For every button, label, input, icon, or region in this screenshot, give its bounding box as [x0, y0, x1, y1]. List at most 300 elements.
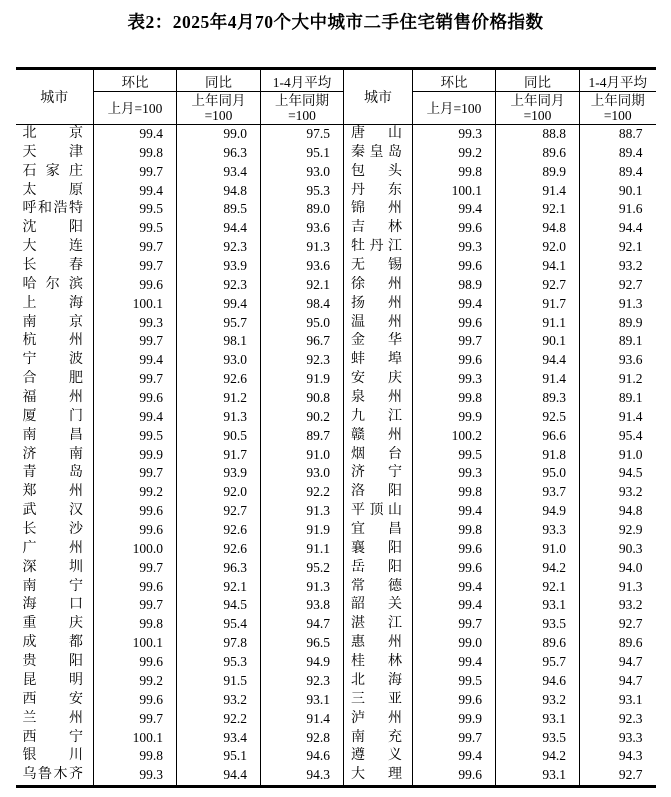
city-cell: 安庆: [344, 370, 413, 389]
city-cell: 大理: [344, 766, 413, 786]
value-cell: 92.1: [580, 238, 656, 257]
value-cell: 93.2: [580, 596, 656, 615]
table-row: [16, 672, 656, 691]
value-cell: 92.2: [261, 483, 344, 502]
value-cell: 94.7: [261, 615, 344, 634]
value-cell: 95.0: [496, 464, 580, 483]
value-cell: 89.1: [580, 389, 656, 408]
city-cell: 郑州: [22, 484, 83, 500]
value-cell: 99.6: [94, 691, 177, 710]
value-cell: 94.7: [580, 672, 656, 691]
value-cell: 94.7: [580, 653, 656, 672]
value-cell: 98.4: [261, 295, 344, 314]
value-cell: 99.7: [94, 257, 177, 276]
value-cell: 92.3: [580, 710, 656, 729]
value-cell: 94.2: [496, 559, 580, 578]
city-cell: 锦州: [344, 200, 413, 219]
value-cell: 92.5: [496, 408, 580, 427]
value-cell: 94.9: [261, 653, 344, 672]
value-cell: 99.4: [413, 578, 496, 597]
value-cell: 94.5: [177, 596, 261, 615]
value-cell: 99.6: [413, 540, 496, 559]
page-title: 表2：2025年4月70个大中城市二手住宅销售价格指数: [127, 12, 544, 32]
value-cell: 98.1: [177, 332, 261, 351]
city-cell: 贵阳: [22, 654, 83, 670]
value-cell: 96.3: [177, 559, 261, 578]
table-row: [16, 257, 656, 276]
table-row: [16, 370, 656, 389]
value-cell: 91.7: [496, 295, 580, 314]
city-cell: 南京: [22, 314, 83, 330]
city-cell: 吉林: [344, 219, 413, 238]
value-cell: 99.7: [94, 559, 177, 578]
value-cell: 99.4: [177, 295, 261, 314]
value-cell: 93.3: [496, 521, 580, 540]
value-cell: 96.6: [496, 427, 580, 446]
value-cell: 91.7: [177, 446, 261, 465]
value-cell: 99.3: [94, 766, 177, 786]
value-cell: 93.2: [580, 483, 656, 502]
value-cell: 93.6: [580, 351, 656, 370]
city-cell: 乌鲁木齐: [22, 767, 83, 783]
city-cell: 桂林: [344, 653, 413, 672]
value-cell: 89.1: [580, 332, 656, 351]
value-cell: 99.0: [177, 125, 261, 144]
value-cell: 93.1: [261, 691, 344, 710]
value-cell: 93.9: [177, 257, 261, 276]
value-cell: 91.9: [261, 370, 344, 389]
header-avg-base-right: 上年同期 =100: [580, 92, 656, 125]
value-cell: 92.9: [580, 521, 656, 540]
value-cell: 90.2: [261, 408, 344, 427]
value-cell: 99.7: [413, 729, 496, 748]
value-cell: 93.5: [496, 615, 580, 634]
value-cell: 99.6: [413, 257, 496, 276]
header-mom-base-right: 上月=100: [413, 92, 496, 125]
city-cell: 南充: [344, 729, 413, 748]
value-cell: 92.1: [496, 578, 580, 597]
value-cell: 99.8: [413, 521, 496, 540]
value-cell: 91.6: [580, 200, 656, 219]
value-cell: 93.3: [580, 729, 656, 748]
value-cell: 99.8: [413, 163, 496, 182]
value-cell: 99.6: [94, 502, 177, 521]
value-cell: 92.3: [177, 238, 261, 257]
city-cell: 石家庄: [22, 163, 83, 179]
table-row: [16, 634, 656, 653]
city-cell: 福州: [22, 390, 83, 406]
city-cell: 济宁: [344, 464, 413, 483]
city-cell: 上海: [22, 295, 83, 311]
city-cell: 济南: [22, 446, 83, 462]
city-cell: 常德: [344, 578, 413, 597]
header-yoy-left: 同比: [177, 69, 261, 92]
table-row: [16, 710, 656, 729]
table-row: [16, 766, 656, 786]
header-mom-left: 环比: [94, 69, 177, 92]
city-cell: 丹东: [344, 182, 413, 201]
city-cell: 重庆: [22, 616, 83, 632]
city-cell: 昆明: [22, 672, 83, 688]
header-avg-base-left: 上年同期 =100: [261, 92, 344, 125]
value-cell: 91.3: [177, 408, 261, 427]
header-city-right: 城市: [344, 69, 413, 125]
value-cell: 93.6: [261, 257, 344, 276]
city-cell: 宁波: [22, 352, 83, 368]
table-row: [16, 502, 656, 521]
city-cell: 洛阳: [344, 483, 413, 502]
value-cell: 89.6: [580, 634, 656, 653]
value-cell: 99.9: [413, 408, 496, 427]
city-cell: 襄阳: [344, 540, 413, 559]
city-cell: 深圳: [22, 559, 83, 575]
value-cell: 99.7: [413, 615, 496, 634]
value-cell: 96.7: [261, 332, 344, 351]
value-cell: 99.7: [94, 238, 177, 257]
value-cell: 94.8: [496, 219, 580, 238]
value-cell: 99.4: [413, 200, 496, 219]
table-row: [16, 521, 656, 540]
value-cell: 99.8: [94, 747, 177, 766]
city-cell: 银川: [22, 748, 83, 764]
table-row: [16, 332, 656, 351]
city-cell: 成都: [22, 635, 83, 651]
header-yoy-right: 同比: [496, 69, 580, 92]
value-cell: 99.4: [413, 596, 496, 615]
value-cell: 99.6: [413, 691, 496, 710]
value-cell: 92.1: [177, 578, 261, 597]
city-cell: 北海: [344, 672, 413, 691]
value-cell: 92.6: [177, 540, 261, 559]
value-cell: 99.8: [94, 144, 177, 163]
value-cell: 99.6: [413, 766, 496, 786]
city-cell: 牡丹江: [344, 238, 413, 257]
table-row: [16, 653, 656, 672]
value-cell: 92.7: [580, 615, 656, 634]
value-cell: 92.8: [261, 729, 344, 748]
value-cell: 99.0: [413, 634, 496, 653]
table-header: [16, 69, 656, 125]
city-cell: 金华: [344, 332, 413, 351]
value-cell: 99.9: [94, 446, 177, 465]
value-cell: 99.4: [94, 125, 177, 144]
value-cell: 99.8: [94, 615, 177, 634]
value-cell: 99.3: [413, 125, 496, 144]
value-cell: 93.8: [261, 596, 344, 615]
value-cell: 91.0: [261, 446, 344, 465]
value-cell: 92.7: [580, 276, 656, 295]
value-cell: 99.3: [94, 314, 177, 333]
city-cell: 长沙: [22, 522, 83, 538]
value-cell: 99.8: [413, 389, 496, 408]
value-cell: 93.4: [177, 163, 261, 182]
value-cell: 100.2: [413, 427, 496, 446]
city-cell: 惠州: [344, 634, 413, 653]
value-cell: 89.4: [580, 163, 656, 182]
city-cell: 太原: [22, 182, 83, 198]
value-cell: 94.4: [177, 219, 261, 238]
value-cell: 100.1: [413, 182, 496, 201]
value-cell: 91.8: [496, 446, 580, 465]
table-row: [16, 314, 656, 333]
city-cell: 温州: [344, 314, 413, 333]
value-cell: 93.1: [496, 596, 580, 615]
city-cell: 泸州: [344, 710, 413, 729]
table-row: [16, 351, 656, 370]
value-cell: 91.4: [496, 182, 580, 201]
value-cell: 91.1: [496, 314, 580, 333]
city-cell: 广州: [22, 540, 83, 556]
value-cell: 99.6: [94, 653, 177, 672]
header-yoy-base-right: 上年同月 =100: [496, 92, 580, 125]
city-cell: 厦门: [22, 408, 83, 424]
value-cell: 99.3: [413, 464, 496, 483]
value-cell: 90.5: [177, 427, 261, 446]
value-cell: 94.8: [580, 502, 656, 521]
value-cell: 98.9: [413, 276, 496, 295]
value-cell: 90.8: [261, 389, 344, 408]
value-cell: 99.6: [413, 314, 496, 333]
city-cell: 烟台: [344, 446, 413, 465]
city-cell: 武汉: [22, 503, 83, 519]
value-cell: 94.2: [496, 747, 580, 766]
value-cell: 90.1: [496, 332, 580, 351]
value-cell: 93.1: [496, 710, 580, 729]
city-cell: 哈尔滨: [22, 276, 83, 292]
value-cell: 93.0: [177, 351, 261, 370]
city-cell: 唐山: [344, 125, 413, 144]
value-cell: 100.0: [94, 540, 177, 559]
value-cell: 90.3: [580, 540, 656, 559]
header-mom-base-left: 上月=100: [94, 92, 177, 125]
value-cell: 92.3: [261, 672, 344, 691]
value-cell: 92.6: [177, 370, 261, 389]
table-row: [16, 182, 656, 201]
value-cell: 92.7: [580, 766, 656, 786]
value-cell: 93.2: [177, 691, 261, 710]
value-cell: 93.7: [496, 483, 580, 502]
header-row-top: [16, 69, 656, 92]
value-cell: 91.3: [580, 578, 656, 597]
value-cell: 89.0: [261, 200, 344, 219]
table-row: [16, 295, 656, 314]
value-cell: 95.2: [261, 559, 344, 578]
table-row: [16, 238, 656, 257]
value-cell: 99.4: [413, 295, 496, 314]
table-row: [16, 747, 656, 766]
value-cell: 89.9: [580, 314, 656, 333]
value-cell: 99.7: [94, 370, 177, 389]
value-cell: 95.7: [496, 653, 580, 672]
value-cell: 93.6: [261, 219, 344, 238]
city-cell: 岳阳: [344, 559, 413, 578]
value-cell: 99.5: [94, 200, 177, 219]
value-cell: 97.8: [177, 634, 261, 653]
value-cell: 91.4: [580, 408, 656, 427]
value-cell: 93.1: [496, 766, 580, 786]
value-cell: 88.8: [496, 125, 580, 144]
value-cell: 92.1: [496, 200, 580, 219]
value-cell: 99.5: [94, 219, 177, 238]
value-cell: 94.6: [496, 672, 580, 691]
value-cell: 89.6: [496, 634, 580, 653]
value-cell: 91.0: [496, 540, 580, 559]
city-cell: 平顶山: [344, 502, 413, 521]
value-cell: 99.4: [94, 351, 177, 370]
value-cell: 93.0: [261, 163, 344, 182]
table-row: [16, 578, 656, 597]
value-cell: 91.3: [580, 295, 656, 314]
value-cell: 91.3: [261, 238, 344, 257]
value-cell: 94.6: [261, 747, 344, 766]
table-row: [16, 408, 656, 427]
value-cell: 99.7: [94, 464, 177, 483]
value-cell: 99.6: [413, 559, 496, 578]
value-cell: 93.5: [496, 729, 580, 748]
value-cell: 99.6: [94, 389, 177, 408]
value-cell: 99.7: [94, 710, 177, 729]
value-cell: 100.1: [94, 295, 177, 314]
value-cell: 95.1: [177, 747, 261, 766]
value-cell: 94.9: [496, 502, 580, 521]
value-cell: 99.2: [94, 483, 177, 502]
value-cell: 91.9: [261, 521, 344, 540]
table-row: [16, 596, 656, 615]
value-cell: 99.8: [413, 483, 496, 502]
table-row: [16, 446, 656, 465]
value-cell: 99.7: [94, 163, 177, 182]
value-cell: 89.3: [496, 389, 580, 408]
header-avg-right: 1-4月平均: [580, 69, 656, 92]
value-cell: 99.6: [94, 276, 177, 295]
value-cell: 97.5: [261, 125, 344, 144]
value-cell: 99.4: [94, 408, 177, 427]
city-cell: 扬州: [344, 295, 413, 314]
value-cell: 99.3: [413, 238, 496, 257]
value-cell: 91.4: [496, 370, 580, 389]
value-cell: 93.1: [580, 691, 656, 710]
value-cell: 89.4: [580, 144, 656, 163]
value-cell: 93.4: [177, 729, 261, 748]
table-row: [16, 389, 656, 408]
city-cell: 呼和浩特: [22, 201, 83, 217]
value-cell: 91.2: [177, 389, 261, 408]
value-cell: 99.7: [94, 332, 177, 351]
value-cell: 92.0: [496, 238, 580, 257]
value-cell: 91.3: [261, 502, 344, 521]
value-cell: 92.7: [177, 502, 261, 521]
header-row-base: [16, 92, 656, 125]
value-cell: 99.2: [413, 144, 496, 163]
value-cell: 99.3: [413, 370, 496, 389]
value-cell: 95.4: [580, 427, 656, 446]
value-cell: 92.3: [177, 276, 261, 295]
city-cell: 遵义: [344, 747, 413, 766]
city-cell: 天津: [22, 144, 83, 160]
value-cell: 100.1: [94, 729, 177, 748]
value-cell: 91.3: [261, 578, 344, 597]
table-row: [16, 559, 656, 578]
value-cell: 88.7: [580, 125, 656, 144]
value-cell: 94.4: [580, 219, 656, 238]
value-cell: 99.9: [413, 710, 496, 729]
city-cell: 青岛: [22, 465, 83, 481]
city-cell: 海口: [22, 597, 83, 613]
value-cell: 92.3: [261, 351, 344, 370]
table-row: [16, 276, 656, 295]
city-cell: 泉州: [344, 389, 413, 408]
value-cell: 94.5: [580, 464, 656, 483]
value-cell: 99.2: [94, 672, 177, 691]
value-cell: 93.0: [261, 464, 344, 483]
city-cell: 赣州: [344, 427, 413, 446]
table-row: [16, 200, 656, 219]
city-cell: 徐州: [344, 276, 413, 295]
value-cell: 92.6: [177, 521, 261, 540]
value-cell: 93.2: [496, 691, 580, 710]
value-cell: 94.4: [496, 351, 580, 370]
value-cell: 94.0: [580, 559, 656, 578]
value-cell: 93.9: [177, 464, 261, 483]
city-cell: 秦皇岛: [344, 144, 413, 163]
table-row: [16, 125, 656, 144]
header-city-left: 城市: [40, 91, 69, 106]
value-cell: 99.7: [94, 596, 177, 615]
value-cell: 96.5: [261, 634, 344, 653]
city-cell: 西宁: [22, 729, 83, 745]
value-cell: 96.3: [177, 144, 261, 163]
table-row: [16, 615, 656, 634]
table-body: [16, 125, 656, 787]
city-cell: 无锡: [344, 257, 413, 276]
city-cell: 西安: [22, 691, 83, 707]
value-cell: 99.4: [413, 653, 496, 672]
value-cell: 94.8: [177, 182, 261, 201]
value-cell: 99.6: [94, 578, 177, 597]
header-yoy-base-left: 上年同月 =100: [177, 92, 261, 125]
table-row: [16, 464, 656, 483]
value-cell: 99.4: [413, 502, 496, 521]
value-cell: 99.6: [94, 521, 177, 540]
table-row: [16, 729, 656, 748]
city-cell: 宜昌: [344, 521, 413, 540]
value-cell: 95.3: [177, 653, 261, 672]
city-cell: 沈阳: [22, 220, 83, 236]
value-cell: 93.2: [580, 257, 656, 276]
value-cell: 94.4: [177, 766, 261, 786]
value-cell: 99.6: [413, 351, 496, 370]
table-row: [16, 427, 656, 446]
table-row: [16, 691, 656, 710]
value-cell: 90.1: [580, 182, 656, 201]
value-cell: 94.3: [580, 747, 656, 766]
value-cell: 91.2: [580, 370, 656, 389]
value-cell: 95.0: [261, 314, 344, 333]
value-cell: 92.2: [177, 710, 261, 729]
city-cell: 韶关: [344, 596, 413, 615]
value-cell: 92.1: [261, 276, 344, 295]
value-cell: 89.7: [261, 427, 344, 446]
city-cell: 兰州: [22, 710, 83, 726]
city-cell: 合肥: [22, 371, 83, 387]
city-cell: 大连: [22, 239, 83, 255]
value-cell: 99.5: [413, 446, 496, 465]
value-cell: 99.5: [94, 427, 177, 446]
table-row: [16, 144, 656, 163]
city-cell: 北京: [22, 126, 83, 141]
value-cell: 95.3: [261, 182, 344, 201]
city-cell: 南昌: [22, 427, 83, 443]
